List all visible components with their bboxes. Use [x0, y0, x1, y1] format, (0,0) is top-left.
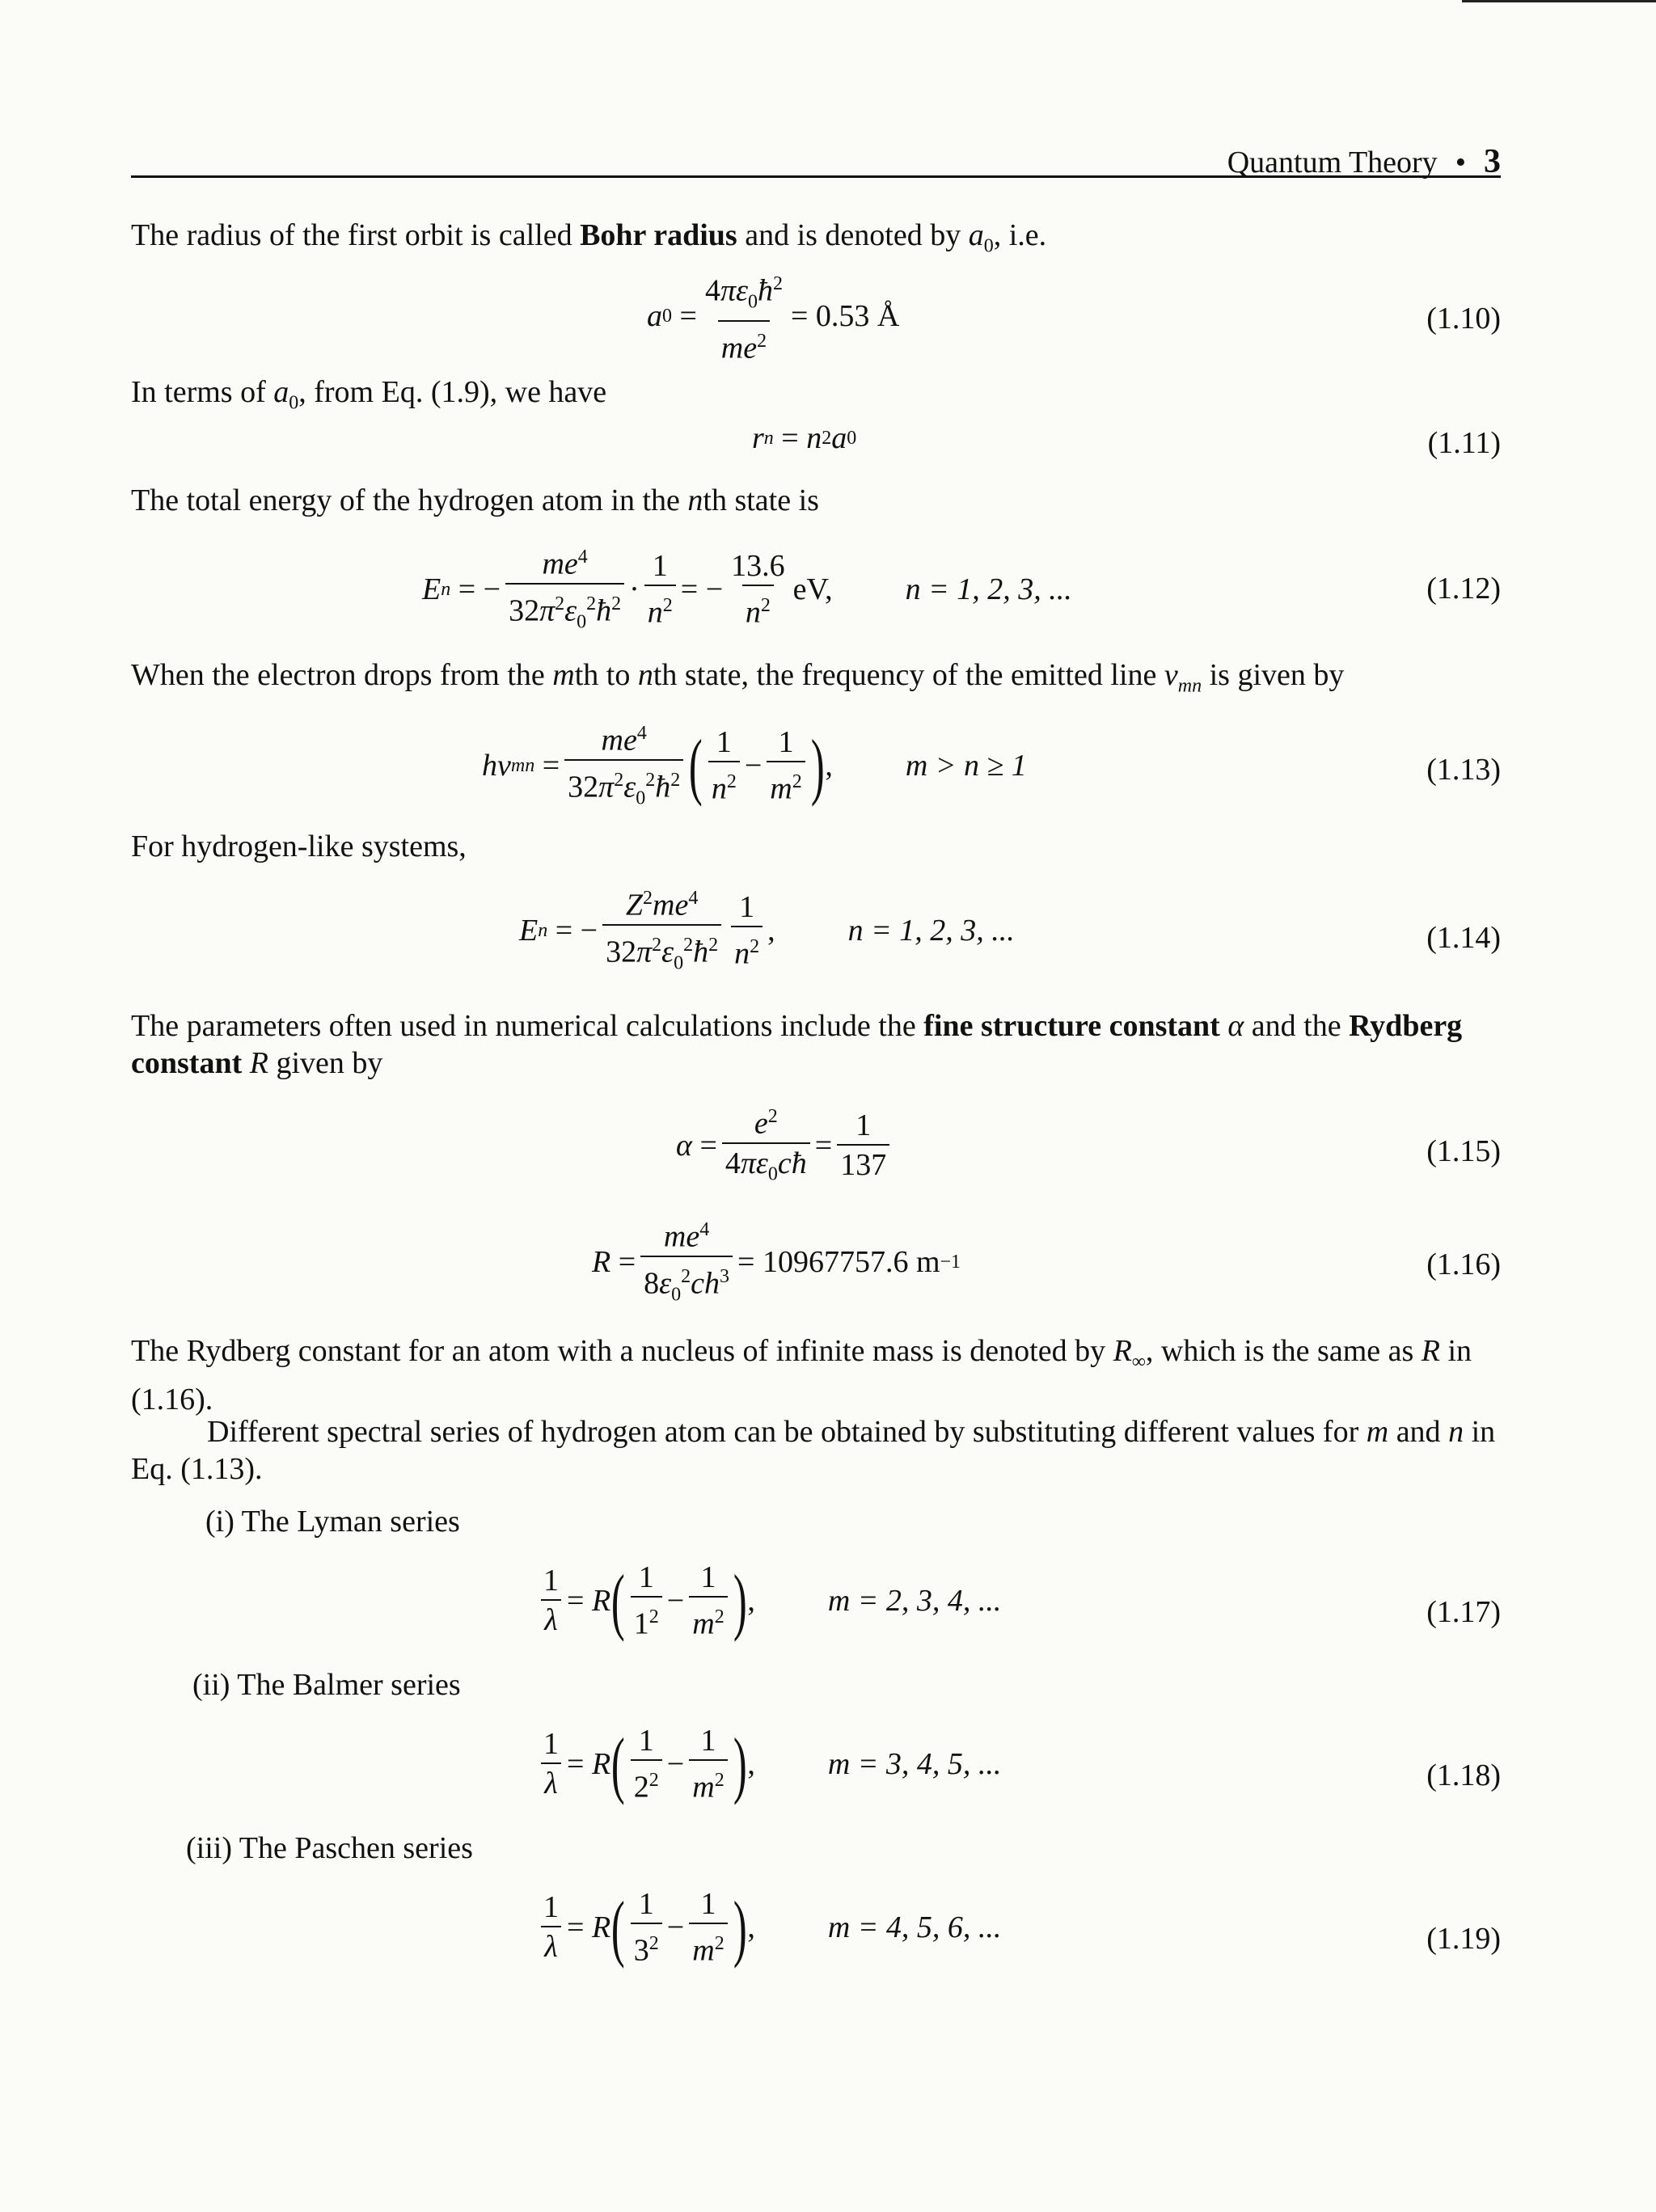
paragraph-terms-a0: In terms of $a_0$, from Eq. (1.9), we have: [131, 375, 607, 414]
equation-1-18: $\frac{1}{\lambda}$ = R ( $\frac{1}{2^2}$ − $\frac{1}{m^2}$ ) , m = 3, 4, 5, ...: [535, 1724, 1001, 1805]
header-rule: [131, 175, 1501, 178]
paragraph-spectral-series: Different spectral series of hydrogen atom can be obtained by substituting different values for m and n in Eq. (1.13).: [131, 1415, 1496, 1486]
paragraph-bohr-radius: The radius of the first orbit is called Bohr radius and is denoted by $a_0$, i.e.: [131, 218, 1047, 257]
paragraph-emitted-line: When the electron drops from the mth to nth state, the frequency of the emitted line $\nu_{mn}$ is given by: [131, 658, 1345, 697]
equation-number-1-18: (1.18): [1426, 1758, 1501, 1792]
equation-1-16: R = $\frac{me^4}{8\varepsilon_0^2ch^3}$ = 10967757.6 m −1: [592, 1213, 961, 1312]
equation-number-1-10: (1.10): [1426, 302, 1501, 336]
equation-1-11: r n = n 2 a 0: [752, 421, 857, 455]
equation-number-1-19: (1.19): [1426, 1922, 1501, 1956]
paragraph-parameters: The parameters often used in numerical calculations include the fine structure constant α and the Rydberg constant R given by: [131, 1009, 1463, 1080]
paragraph-hydrogen-like: For hydrogen-like systems,: [131, 830, 467, 863]
equation-number-1-12: (1.12): [1426, 572, 1501, 606]
running-title: Quantum Theory: [1227, 146, 1438, 179]
equation-number-1-17: (1.17): [1426, 1595, 1501, 1629]
equation-number-1-11: (1.11): [1427, 426, 1501, 460]
equation-1-10: a 0 = $\frac{4\pi\varepsilon_0ħ^2}{me^2}$ = 0.53 Å: [647, 273, 900, 365]
header-bullet: •: [1455, 146, 1466, 179]
corner-line: [1462, 0, 1656, 7]
equation-number-1-15: (1.15): [1426, 1134, 1501, 1168]
equation-1-15: α = $\frac{e^2}{4\pi\varepsilon_0cħ}$ = $\frac{1}{137}$: [676, 1100, 894, 1192]
equation-1-14: E n = − $\frac{Z^2me^4}{32\pi^2\varepsilon_0^2ħ^2}$ $\frac{1}{n^2}$ , n = 1, 2, 3, ...: [519, 881, 1015, 981]
list-item-paschen: (iii) The Paschen series: [186, 1831, 473, 1865]
equation-number-1-16: (1.16): [1426, 1247, 1501, 1281]
paragraph-rydberg-infinite: The Rydberg constant for an atom with a nucleus of infinite mass is denoted by $R_\infty$, which is the same as R in (1.16).: [131, 1334, 1472, 1416]
equation-1-19: $\frac{1}{\lambda}$ = R ( $\frac{1}{3^2}$ − $\frac{1}{m^2}$ ) , m = 4, 5, 6, ...: [535, 1887, 1001, 1969]
equation-number-1-14: (1.14): [1426, 921, 1501, 955]
list-item-lyman: (i) The Lyman series: [205, 1505, 460, 1539]
equation-1-17: $\frac{1}{\lambda}$ = R ( $\frac{1}{1^2}$ − $\frac{1}{m^2}$ ) , m = 2, 3, 4, ...: [535, 1560, 1001, 1642]
equation-1-12: E n = − $\frac{me^4}{32\pi^2\varepsilon_0^2ħ^2}$ · $\frac{1}{n^2}$ = − $\frac{13.6}{n^2}$ eV, n = 1, 2, 3, ...: [422, 540, 1072, 640]
page-number: 3: [1484, 143, 1501, 180]
equation-1-13: hν mn = $\frac{me^4}{32\pi^2\varepsilon_0^2ħ^2}$ ( $\frac{1}{n^2}$ − $\frac{1}{m^2}$ ) , m > n ≥ 1: [482, 716, 1027, 816]
list-item-balmer: (ii) The Balmer series: [192, 1668, 461, 1702]
paragraph-total-energy: The total energy of the hydrogen atom in the nth state is: [131, 483, 819, 517]
equation-number-1-13: (1.13): [1426, 753, 1501, 787]
